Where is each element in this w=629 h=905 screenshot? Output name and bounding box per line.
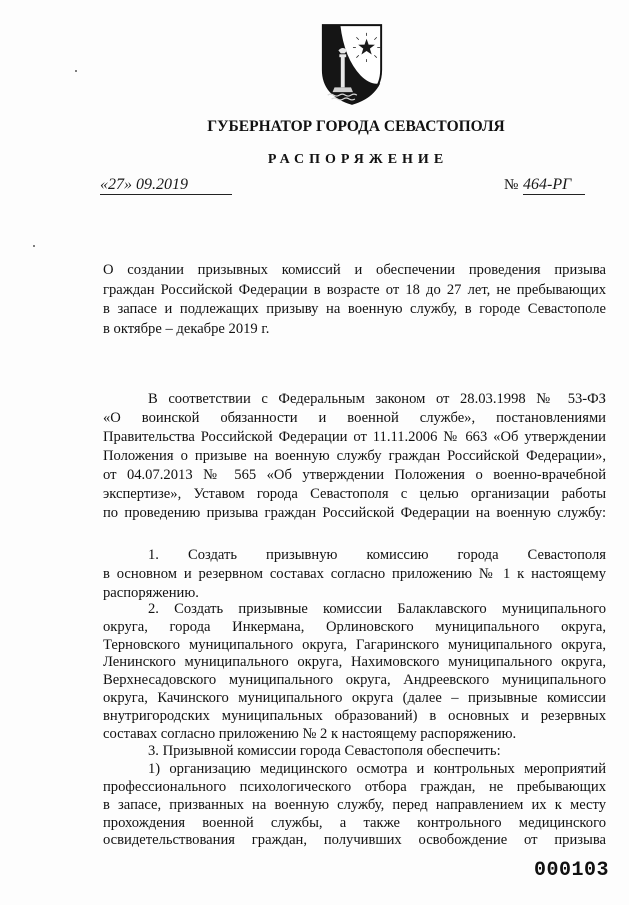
issuing-authority: ГУБЕРНАТОР ГОРОДА СЕВАСТОПОЛЯ bbox=[207, 118, 505, 135]
scan-speck bbox=[75, 70, 77, 72]
subclause-line: прохождения военной службы, а также контрольного медицинского bbox=[103, 814, 606, 831]
clause-line: распоряжению. bbox=[103, 585, 199, 602]
clause-line: 3. Призывной комиссии города Севастополя обеспечить: bbox=[148, 743, 501, 760]
subject-line: О создании призывных комиссий и обеспечении проведения призыва bbox=[103, 262, 606, 278]
clause-line: составах согласно приложению № 2 к настоящему распоряжению. bbox=[103, 725, 517, 742]
subclause-1 bbox=[103, 761, 606, 850]
document-number: 464-РГ bbox=[523, 175, 585, 195]
preamble-line: Правительства Российской Федерации от 11.11.2006 № 663 «Об утверждении bbox=[103, 429, 606, 445]
clause-line: 2. Создать призывные комиссии Балаклавского муниципального bbox=[148, 601, 606, 617]
form-serial-number: 000103 bbox=[534, 859, 610, 882]
subject-line: в запасе и подлежащих призыву на военную службу, в городе Севастополе bbox=[103, 301, 606, 317]
subject-line: граждан Российской Федерации в возрасте от 18 до 27 лет, не пребывающих bbox=[103, 281, 606, 298]
subject-line: в октябре – декабре 2019 г. bbox=[103, 320, 270, 337]
clause-line: Верхнесадовского муниципального округа, Андреевского муниципального bbox=[103, 672, 606, 689]
number-sign: № bbox=[504, 177, 519, 193]
clause-line: внутригородских муниципальных образований) в основных и резервных bbox=[103, 707, 606, 724]
clause-line: Ленинского муниципального округа, Нахимовского муниципального округа, bbox=[103, 654, 606, 671]
clause-2 bbox=[103, 601, 606, 743]
subclause-line: в запасе, призванных на военную службу, перед направлением их к месту bbox=[103, 796, 606, 813]
clause-line: округа, города Инкермана, Орлиновского муниципального округа, bbox=[103, 618, 606, 635]
subclause-line: профессионального психологического отбора граждан, не пребывающих bbox=[103, 778, 606, 795]
preamble-line: «О воинской обязанности и военной службе», постановлениями bbox=[103, 410, 606, 426]
document-date: «27» 09.2019 bbox=[100, 175, 232, 195]
document-type: РАСПОРЯЖЕНИЕ bbox=[267, 152, 449, 167]
coat-of-arms-icon bbox=[318, 21, 386, 107]
clause-line: округа, Качинского муниципального округа (далее – призывные комиссии bbox=[103, 689, 606, 706]
preamble-paragraph bbox=[103, 390, 606, 523]
preamble-line: по проведению призыва граждан Российской Федерации на военную службу: bbox=[103, 505, 606, 521]
clause-3 bbox=[103, 743, 606, 850]
clause-line: 1. Создать призывную комиссию города Севастополя bbox=[148, 547, 606, 563]
document-subject bbox=[103, 261, 606, 339]
clause-1 bbox=[103, 546, 606, 604]
subclause-line: освидетельствования граждан, получивших освобождение от призыва bbox=[103, 832, 606, 849]
preamble-line: В соответствии с Федеральным законом от 28.03.1998 № 53-ФЗ bbox=[148, 391, 606, 407]
preamble-line: от 04.07.2013 № 565 «Об утверждении Положения о военно-врачебной bbox=[103, 467, 606, 483]
clause-line: Терновского муниципального округа, Гагаринского муниципального округа, bbox=[103, 636, 606, 653]
clause-line: в основном и резервном составах согласно приложению № 1 к настоящему bbox=[103, 566, 606, 583]
subclause-line: 1) организацию медицинского осмотра и контрольных мероприятий bbox=[148, 761, 606, 778]
preamble-line: Положения о призыве на военную службу граждан Российской Федерации», bbox=[103, 448, 606, 464]
preamble-line: экспертизе», Уставом города Севастополя с целью организации работы bbox=[103, 486, 606, 502]
scan-speck bbox=[33, 245, 35, 247]
